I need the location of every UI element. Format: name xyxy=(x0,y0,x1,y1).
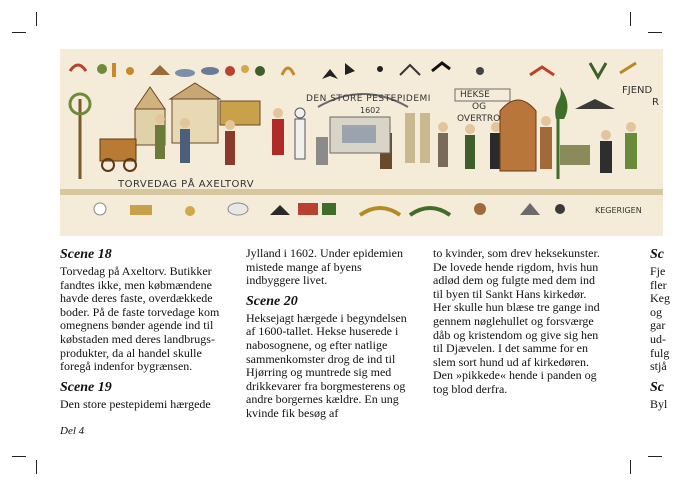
label-hekse-1: HEKSE xyxy=(460,90,490,100)
partial-line-2: Byl xyxy=(650,396,668,411)
column-3 xyxy=(433,247,605,403)
scene-20-continued-text: to kvinder, som drev heksekunster. De lovede hende rigdom, hvis hun adlød dem og fulgte med dem ind til byen til Sankt Hans kirkedør. Her skulle hun blæse tre gange ind gennem nøglehullet og forsværge dåb og kristendom og give sig hen til Djævelen. I det samme for en slem sort hund ud af kirkedøren. Den »pikkede« hende i panden og tog blod derfra. xyxy=(433,246,600,396)
label-pestepidemi: DEN STORE PESTEPIDEMI xyxy=(306,94,431,104)
label-pest-year: 1602 xyxy=(360,106,381,115)
column-1 xyxy=(60,247,225,417)
partial-line: fler xyxy=(650,277,667,292)
scene-20-title: Scene 20 xyxy=(246,293,298,309)
page-label: Del 4 xyxy=(60,425,85,437)
scene-18-text: Torvedag på Axeltorv. Butikker fandtes ikke, men købmændene havde deres faste, overdækkede boder. På de faste torvedage kom omegnens bønder agende ind til købstaden med deres landbrugsprodukter, da al handel skulle foregå indenfor bygrænsen. xyxy=(60,264,220,374)
tapestry-image xyxy=(60,49,663,236)
scene-19-continued-text: Jylland i 1602. Under epidemien mistede mange af byens indbyggere livet. xyxy=(246,246,403,288)
scene-19-text: Den store pestepidemi hærgede xyxy=(60,396,211,411)
scene-20-text: Heksejagt hærgede i begyndelsen af 1600-tallet. Hekse huserede i nabosognene, og efter natlige sammenkomster drog de ind til Hjørring og muntrede sig med drikkevarer fra borgmesterens og andre borgernes kældre. En ung kvinde fik besøg af xyxy=(246,310,407,420)
partial-line: Keg xyxy=(650,291,670,306)
column-4-partial xyxy=(650,247,690,411)
crop-mark-top-left-h xyxy=(12,32,26,33)
partial-line: stjå xyxy=(650,359,667,374)
crop-mark-bottom-right-v xyxy=(630,460,631,474)
crop-mark-bottom-left-h xyxy=(12,456,26,457)
scene-18-title: Scene 18 xyxy=(60,247,112,262)
label-torvedag: TORVEDAG PÅ AXELTORV xyxy=(118,179,255,190)
label-hekse-2: OG xyxy=(472,102,487,112)
partial-line: Fje xyxy=(650,264,666,278)
column-2 xyxy=(246,247,418,427)
scene-19-title: Scene 19 xyxy=(60,379,112,395)
label-fjende-2: R xyxy=(652,97,659,108)
crop-mark-bottom-right-h xyxy=(648,456,662,457)
crop-mark-top-right-h xyxy=(648,32,662,33)
label-fjende: FJEND xyxy=(622,85,653,96)
crop-mark-bottom-left-v xyxy=(36,460,37,474)
label-hekse-3: OVERTRO xyxy=(457,114,501,124)
scene-partial-title-2: Sc xyxy=(650,379,664,395)
crop-mark-top-left-v xyxy=(36,12,37,26)
partial-line: og xyxy=(650,304,662,319)
partial-line: fulg xyxy=(650,345,670,360)
scene-partial-title: Sc xyxy=(650,247,664,262)
crop-mark-top-right-v xyxy=(630,12,631,26)
partial-line: gar xyxy=(650,318,666,333)
label-kegerigen: KEGERIGEN xyxy=(595,206,642,215)
partial-line: ud- xyxy=(650,331,666,346)
